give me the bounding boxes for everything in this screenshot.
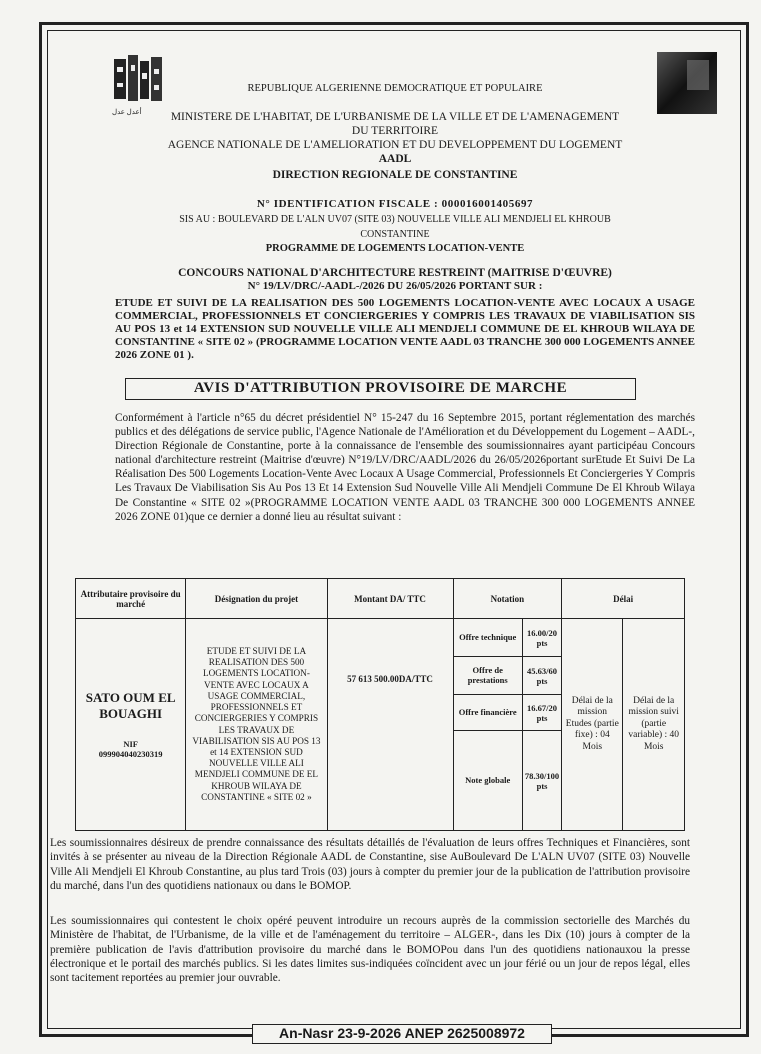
subject-text bbox=[115, 297, 695, 362]
address-line-2: CONSTANTINE bbox=[360, 229, 430, 240]
attributaire-name: SATO OUM EL BOUAGHI bbox=[85, 689, 176, 721]
direction-name: DIRECTION REGIONALE DE CONSTANTINE bbox=[272, 169, 518, 181]
notation-label-globale: Note globale bbox=[453, 731, 522, 831]
fiscal-id: N° IDENTIFICATION FISCALE : 000016001405697 bbox=[256, 198, 534, 210]
ministry-line-2: DU TERRITOIRE bbox=[351, 125, 439, 137]
programme-title: PROGRAMME DE LOGEMENTS LOCATION-VENTE bbox=[265, 243, 525, 254]
nif-label: NIF bbox=[123, 738, 138, 749]
notation-label-technique: Offre technique bbox=[453, 619, 522, 657]
notation-value-technique: 16.00/20 pts bbox=[522, 619, 561, 657]
designation-cell: ETUDE ET SUIVI DE LA REALISATION DES 500 LOGEMENTS LOCATION-VENTE AVEC LOCAUX A USAGE COMMERCIAL, PROFESSIONNELS ET CONCIERGERIES Y COMPRIS LES TRAVAUX DE VIABILISATION SIS AU POS 13 et 14 EXTENSION SUD NOUVELLE VILLE ALI MENDJELI COMMUNE DE EL KHROUB WILAYA DE CONSTANTINE « SITE 02 » bbox=[186, 619, 327, 831]
body-paragraph: Conformément à l'article n°65 du décret présidentiel N° 15-247 du 16 Septembre 2015, portant réglementation des marchés publics et des délégations de service public, l'Agence Nationale de l'Amélioration et du Développement du Logement – AADL-, Direction Régionale de Constantine, porte à la connaissance de l'ensemble des soumissionnaires ayant participéau Concours national d'architecture restreint (Maitrise d'œuvre) N°19/LV/DRC/AADL/2026 du 26/05/2026portant surEtude Et Suivi De La Réalisation Des 500 Logements Location-Vente Avec Locaux A Usage Commercial, Professionnels Et Conciergeries Y Compris Les Travaux De Viabilisation Sis Au Pos 13 Et 14 Extension Sud Nouvelle Ville Ali Mendjeli Commune De El Khroub Wilaya De Constantine « SITE 02 »(PROGRAMME LOCATION VENTE AADL 03 TRANCHE 300 000 LOGEMENTS ANNEE 2026 ZONE 01)que ce dernier a donné lieu au résultat suivant : bbox=[115, 412, 695, 523]
notation-label-financiere: Offre financière bbox=[453, 695, 522, 731]
address-line-1: SIS AU : BOULEVARD DE L'ALN UV07 (SITE 03) NOUVELLE VILLE ALI MENDJELI EL KHROUB bbox=[179, 214, 611, 225]
aadl-logo-caption: ﺃﻋﺪﻝ ﻋﺪﻝ bbox=[112, 108, 142, 116]
header-montant: Montant DA/ TTC bbox=[327, 579, 453, 619]
notation-value-financiere: 16.67/20 pts bbox=[522, 695, 561, 731]
aadl-logo bbox=[112, 55, 164, 105]
delai-etudes: Délai de la mission Etudes (partie fixe) : 04 Mois bbox=[562, 619, 623, 831]
header-designation: Désignation du projet bbox=[186, 579, 327, 619]
result-table bbox=[75, 578, 685, 831]
header-delai: Délai bbox=[562, 579, 685, 619]
attributaire-cell bbox=[76, 619, 186, 831]
publication-reference: An-Nasr 23-9-2026 ANEP 2625008972 bbox=[252, 1024, 552, 1044]
montant-cell: 57 613 500.00DA/TTC bbox=[327, 619, 453, 831]
ministry-line-1: MINISTERE DE L'HABITAT, DE L'URBANISME DE LA VILLE ET DE L'AMENAGEMENT bbox=[170, 111, 620, 123]
footer-paragraph-1: Les soumissionnaires désireux de prendre connaissance des résultats détaillés de l'évaluation de leurs offres Techniques et Financières, sont invités à se présenter au niveau de la Direction Régionale AADL de Constantine, sise AuBoulevard De L'ALN UV07 (SITE 03) Nouvelle Ville Ali Mendjeli El Khroub Constantine, au plus tard Trois (03) jours à compter du premier jour de la publication de l'attribution provisoire du marché, dans l'un des quotidiens nationaux ou dans le BOMOP. bbox=[50, 837, 690, 892]
header-notation: Notation bbox=[453, 579, 562, 619]
notice-title: AVIS D'ATTRIBUTION PROVISOIRE DE MARCHE bbox=[125, 378, 636, 400]
notation-value-globale: 78.30/100 pts bbox=[522, 731, 561, 831]
republic-heading: REPUBLIQUE ALGERIENNE DEMOCRATIQUE ET POPULAIRE bbox=[247, 83, 543, 94]
notation-value-prestations: 45.63/60 pts bbox=[522, 657, 561, 695]
contest-line-2: N° 19/LV/DRC/-AADL-/2026 DU 26/05/2026 PORTANT SUR : bbox=[247, 280, 543, 292]
footer-paragraph-2: Les soumissionnaires qui contestent le choix opéré peuvent introduire un recours auprès de la commission sectorielle des Marchés du Ministère de l'habitat, de l'Urbanisme, de la ville et de l'aménagement du territoire – ALGER-, dans les Dix (10) jours à compter de la première publication de l'avis d'attribution provisoire du marché dans le BOMOPou dans l'un des quotidiens nationauxou la presse électronique et le portail des marchés publics. Si les dates limites sus-indiquées coïncident avec un jour férié ou un jour de repos légal, elles sont tacitement reportées au premier jour ouvrable. bbox=[50, 915, 690, 985]
agency-name: AGENCE NATIONALE DE L'AMELIORATION ET DU DEVELOPPEMENT DU LOGEMENT bbox=[167, 139, 623, 151]
subject-paragraph: ETUDE ET SUIVI DE LA REALISATION DES 500 LOGEMENTS LOCATION-VENTE AVEC LOCAUX A USAGE COMMERCIAL, PROFESSIONNELS ET CONCIERGERIES Y COMPRIS LES TRAVAUX DE VIABILISATION SIS AU POS 13 et 14 EXTENSION SUD NOUVELLE VILLE ALI MENDJELI COMMUNE DE EL KHROUB WILAYA DE CONSTANTINE « SITE 02 » (PROGRAMME LOCATION VENTE AADL 03 TRANCHE 300 000 LOGEMENTS ANNEE 2026 ZONE 01 ). bbox=[115, 297, 695, 361]
agency-acronym: AADL bbox=[378, 153, 412, 165]
notation-label-prestations: Offre de prestations bbox=[453, 657, 522, 695]
nif-value: 099904040230319 bbox=[98, 749, 163, 760]
header-attributaire: Attributaire provisoire du marché bbox=[76, 579, 186, 619]
notice-body bbox=[115, 411, 695, 524]
delai-suivi: Délai de la mission suivi (partie variable) : 40 Mois bbox=[623, 619, 685, 831]
contest-line-1: CONCOURS NATIONAL D'ARCHITECTURE RESTREINT (MAITRISE D'ŒUVRE) bbox=[178, 267, 612, 279]
